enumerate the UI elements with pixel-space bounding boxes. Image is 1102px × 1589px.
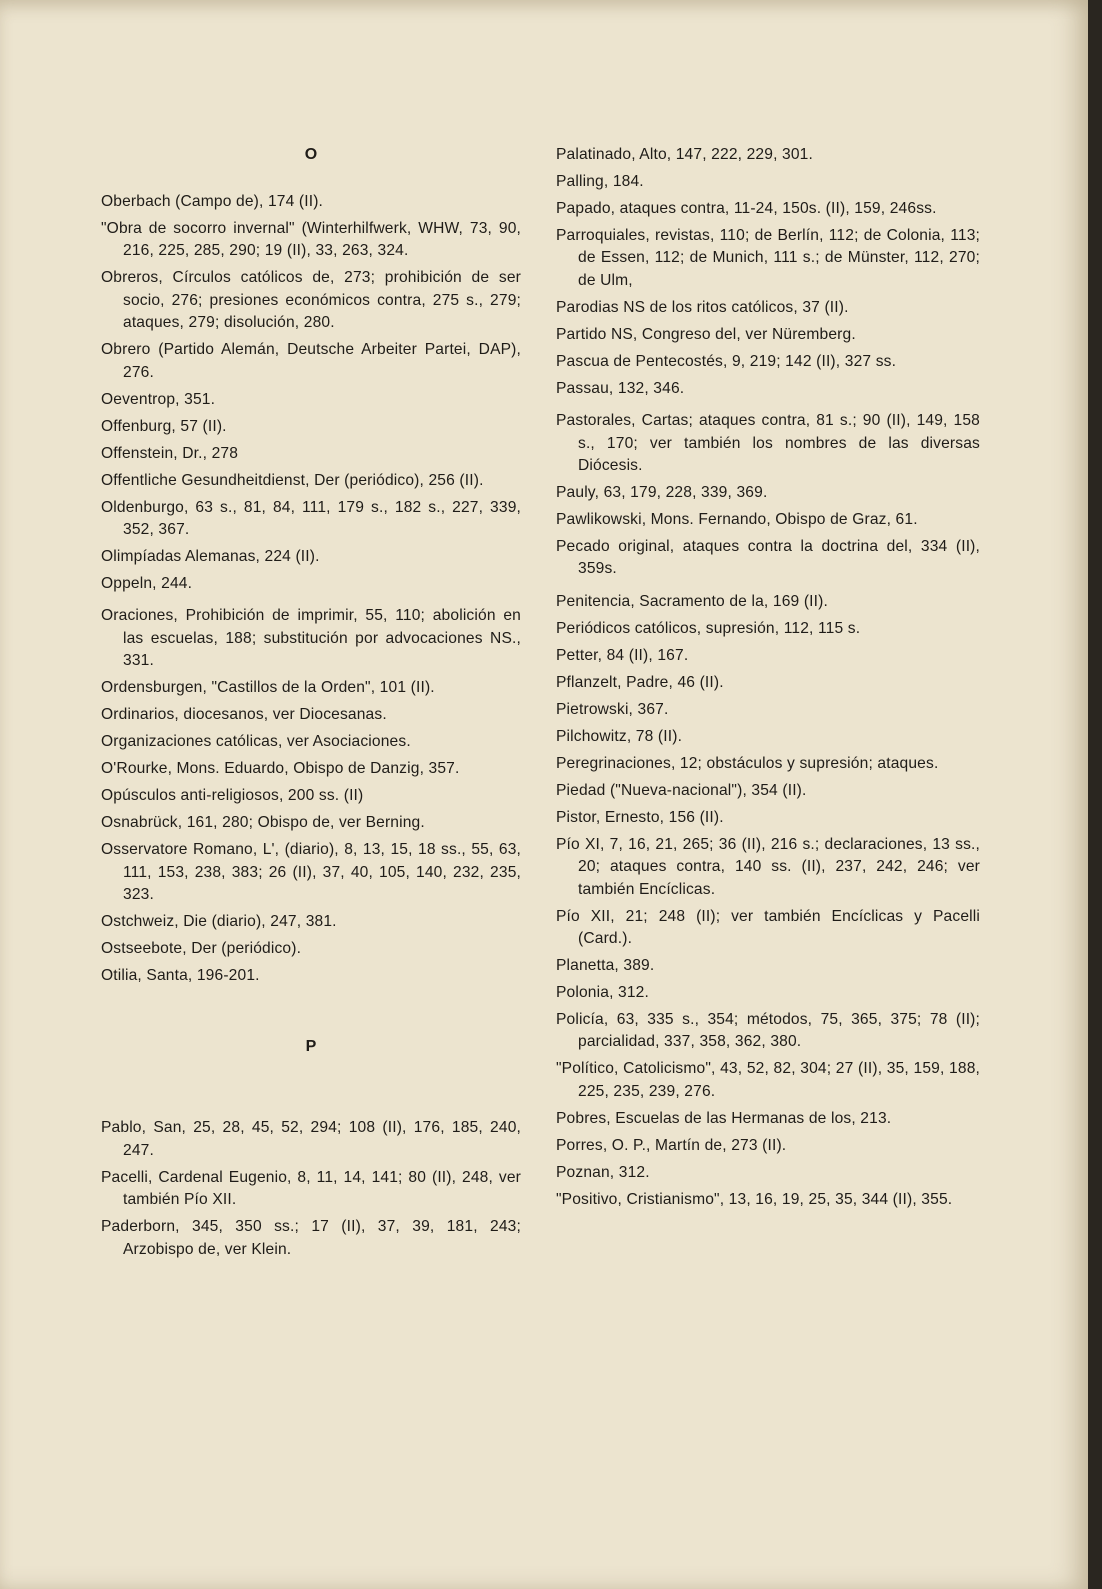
index-entry: Polonia, 312. xyxy=(556,984,649,1002)
index-entry: Palatinado, Alto, 147, 222, 229, 301. xyxy=(556,146,813,163)
index-entry: Pistor, Ernesto, 156 (II). xyxy=(556,808,724,826)
index-entry: Porres, O. P., Martín de, 273 (II). xyxy=(556,1136,787,1154)
index-entry: Policía, 63, 335 s., 354; métodos, 75, 365, 375; 78 (II); parcialidad, 337, 358, 362, 380. xyxy=(556,1011,980,1051)
index-entry: Peregrinaciones, 12; obstáculos y supresión; ataques. xyxy=(556,754,939,772)
index-entry: Opúsculos anti-religiosos, 200 ss. (II) xyxy=(101,787,364,805)
index-entry: Planetta, 389. xyxy=(556,957,655,975)
index-entry: Oeventrop, 351. xyxy=(101,390,216,408)
page-edge-shadow xyxy=(1088,0,1102,1589)
index-entry: Petter, 84 (II), 167. xyxy=(556,646,689,664)
index-entry: "Positivo, Cristianismo", 13, 16, 19, 25, 35, 344 (II), 355. xyxy=(556,1190,953,1208)
index-entry: Offentliche Gesundheitdienst, Der (periódico), 256 (II). xyxy=(101,471,484,489)
index-entry: Piedad ("Nueva-nacional"), 354 (II). xyxy=(556,781,807,799)
index-entry: Pío XII, 21; 248 (II); ver también Encíclicas y Pacelli (Card.). xyxy=(556,907,980,948)
index-entry: Pauly, 63, 179, 228, 339, 369. xyxy=(556,484,768,502)
left-column xyxy=(101,144,521,1266)
index-entry: Passau, 132, 346. xyxy=(556,379,685,397)
index-entry: Pascua de Pentecostés, 9, 219; 142 (II), 327 ss. xyxy=(556,352,897,370)
index-entry: Olimpíadas Alemanas, 224 (II). xyxy=(101,548,320,566)
index-entry: Otilia, Santa, 196-201. xyxy=(101,967,260,985)
index-entry: Periódicos católicos, supresión, 112, 115 s. xyxy=(556,619,861,637)
index-entry: Obreros, Círculos católicos de, 273; prohibición de ser socio, 276; presiones económicos contra, 275 s., 279; ataques, 279; disolución, 280. xyxy=(101,269,521,332)
index-entry: Organizaciones católicas, ver Asociaciones. xyxy=(101,733,411,751)
index-entry: Partido NS, Congreso del, ver Nüremberg. xyxy=(556,325,856,343)
index-entry: Pflanzelt, Padre, 46 (II). xyxy=(556,673,724,691)
index-entry: Obrero (Partido Alemán, Deutsche Arbeiter Partei, DAP), 276. xyxy=(101,341,521,381)
index-entry: Oldenburgo, 63 s., 81, 84, 111, 179 s., 182 s., 227, 339, 352, 367. xyxy=(101,498,521,539)
index-entry: Ordensburgen, "Castillos de la Orden", 101 (II). xyxy=(101,679,435,697)
index-entry: Pobres, Escuelas de las Hermanas de los, 213. xyxy=(556,1109,892,1127)
index-entry: Pietrowski, 367. xyxy=(556,700,669,718)
index-entry: Ostchweiz, Die (diario), 247, 381. xyxy=(101,913,337,931)
index-entry: "Político, Catolicismo", 43, 52, 82, 304; 27 (II), 35, 159, 188, 225, 235, 239, 276. xyxy=(556,1060,980,1100)
index-entry: Papado, ataques contra, 11-24, 150s. (II), 159, 246ss. xyxy=(556,200,937,217)
section-letter-o: O xyxy=(304,146,318,163)
index-entry: Pawlikowski, Mons. Fernando, Obispo de Graz, 61. xyxy=(556,511,918,529)
index-entry: Ostseebote, Der (periódico). xyxy=(101,940,302,958)
index-entry: Pastorales, Cartas; ataques contra, 81 s.; 90 (II), 149, 158 s., 170; ver también los nombres de las diversas Diócesis. xyxy=(556,412,980,475)
index-entry: Pecado original, ataques contra la doctrina del, 334 (II), 359s. xyxy=(556,538,980,578)
index-entry: Poznan, 312. xyxy=(556,1163,650,1181)
index-entry: Parroquiales, revistas, 110; de Berlín, 112; de Colonia, 113; de Essen, 112; de Munich, 111 s.; de Münster, 112, 270; de Ulm, xyxy=(556,227,980,289)
index-entry: Oraciones, Prohibición de imprimir, 55, 110; abolición en las escuelas, 188; substitución por advocaciones NS., 331. xyxy=(101,607,521,670)
index-entry: Paderborn, 345, 350 ss.; 17 (II), 37, 39, 181, 243; Arzobispo de, ver Klein. xyxy=(101,1218,521,1258)
right-column xyxy=(556,144,980,1216)
index-entry: Pío XI, 7, 16, 21, 265; 36 (II), 216 s.; declaraciones, 13 ss., 20; ataques contra, 140 ss. (II), 237, 242, 246; ver también Encíclicas. xyxy=(556,835,980,898)
index-entry: Ordinarios, diocesanos, ver Diocesanas. xyxy=(101,706,387,724)
index-entry: Oberbach (Campo de), 174 (II). xyxy=(101,193,324,210)
index-entry: Oppeln, 244. xyxy=(101,575,193,593)
index-entry: Pilchowitz, 78 (II). xyxy=(556,727,683,745)
index-entry: Offenstein, Dr., 278 xyxy=(101,444,239,462)
index-entry: Palling, 184. xyxy=(556,173,644,190)
index-entry: Parodias NS de los ritos católicos, 37 (II). xyxy=(556,298,849,316)
index-entry: O'Rourke, Mons. Eduardo, Obispo de Danzig, 357. xyxy=(101,760,460,778)
index-entry: Osnabrück, 161, 280; Obispo de, ver Berning. xyxy=(101,814,425,832)
index-entry: Osservatore Romano, L', (diario), 8, 13, 15, 18 ss., 55, 63, 111, 153, 238, 383; 26 (II), 37, 40, 105, 140, 232, 235, 323. xyxy=(101,841,521,904)
index-entry: "Obra de socorro invernal" (Winterhilfwerk, WHW, 73, 90, 216, 225, 285, 290; 19 (II), 33, 263, 324. xyxy=(101,220,521,260)
section-letter-p: P xyxy=(305,1038,317,1056)
index-entry: Offenburg, 57 (II). xyxy=(101,417,227,435)
index-entry: Penitencia, Sacramento de la, 169 (II). xyxy=(556,592,828,610)
index-entry: Pacelli, Cardenal Eugenio, 8, 11, 14, 141; 80 (II), 248, ver también Pío XII. xyxy=(101,1168,521,1209)
index-entry: Pablo, San, 25, 28, 45, 52, 294; 108 (II), 176, 185, 240, 247. xyxy=(101,1119,521,1159)
